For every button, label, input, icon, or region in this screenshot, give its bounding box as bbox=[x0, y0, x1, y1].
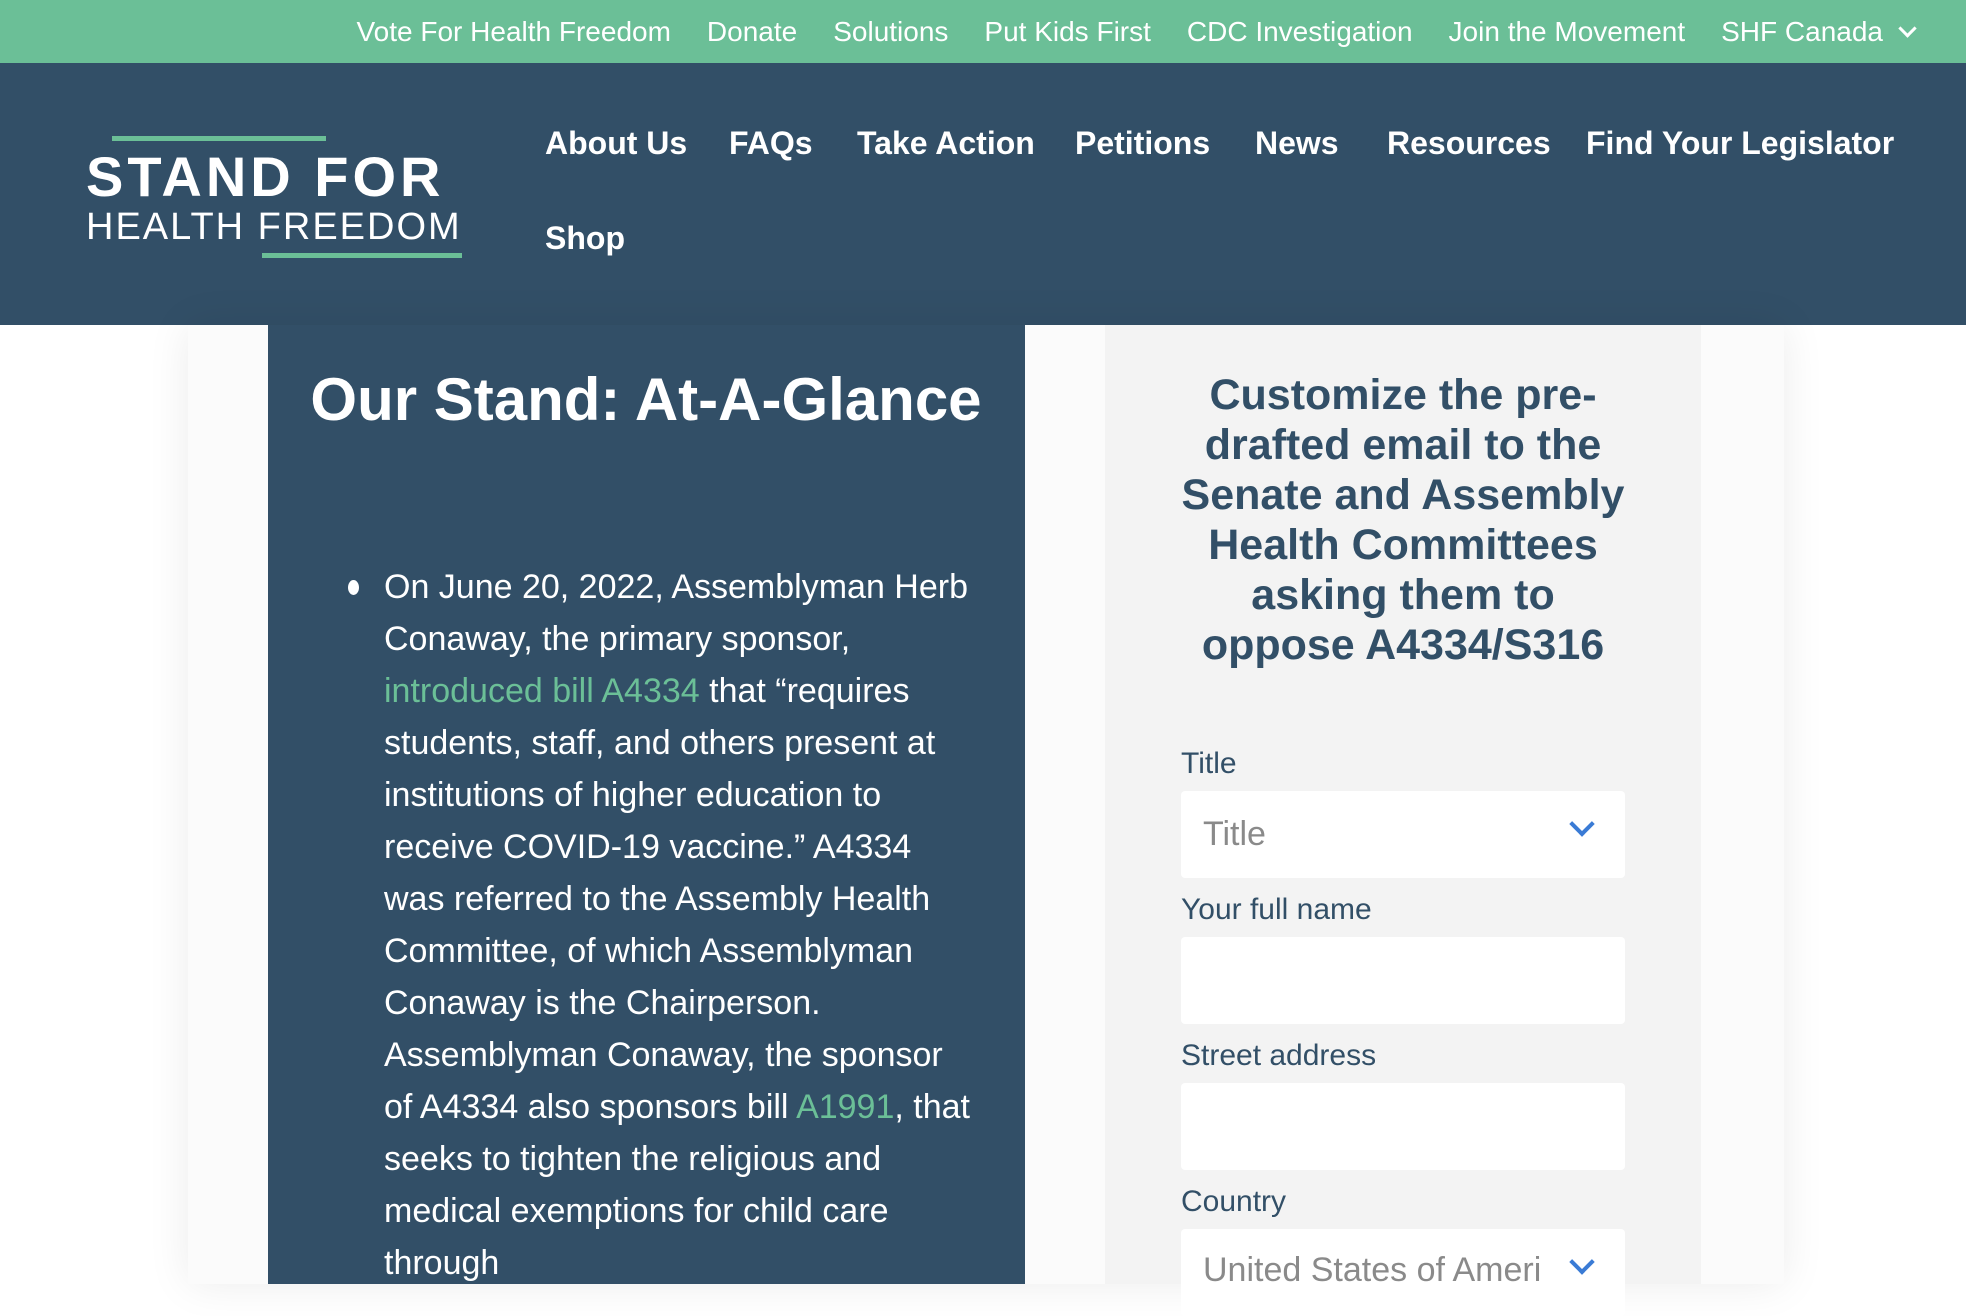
link-introduced-bill[interactable]: introduced bill A4334 bbox=[384, 672, 700, 710]
nav-news[interactable]: News bbox=[1255, 125, 1339, 161]
nav-shop[interactable]: Shop bbox=[545, 220, 625, 256]
nav-take-action[interactable]: Take Action bbox=[857, 125, 1035, 161]
form-title: Customize the pre-drafted email to the Senate and Assembly Health Committees asking them to oppose A4334/S316 bbox=[1181, 371, 1625, 669]
chevron-down-icon bbox=[1898, 19, 1916, 37]
top-nav-shf-canada[interactable] bbox=[1721, 16, 1914, 48]
title-select[interactable] bbox=[1181, 791, 1625, 878]
nav-petitions[interactable]: Petitions bbox=[1075, 125, 1211, 161]
nav-faqs[interactable]: FAQs bbox=[729, 125, 813, 161]
logo-line2: HEALTH FREEDOM bbox=[86, 206, 462, 248]
bullet-text bbox=[384, 561, 972, 1289]
shf-canada-label: SHF Canada bbox=[1721, 15, 1883, 47]
top-nav-solutions[interactable]: Solutions bbox=[833, 15, 949, 47]
top-nav-vote[interactable]: Vote For Health Freedom bbox=[356, 15, 671, 47]
top-nav-cdc-investigation[interactable]: CDC Investigation bbox=[1186, 15, 1413, 47]
country-label: Country bbox=[1181, 1185, 1287, 1218]
top-utility-bar bbox=[0, 0, 1966, 63]
nav-about-us[interactable]: About Us bbox=[545, 125, 688, 161]
bullet-dot bbox=[348, 580, 359, 595]
top-nav-put-kids-first[interactable]: Put Kids First bbox=[984, 15, 1151, 47]
title-select-value: Title bbox=[1203, 815, 1266, 853]
full-name-label: Your full name bbox=[1181, 893, 1372, 926]
logo-bar-bottom bbox=[262, 253, 462, 258]
bullet-text-part1: On June 20, 2022, Assemblyman Herb Conaway, the primary sponsor, bbox=[384, 568, 968, 658]
logo-line1: STAND FOR bbox=[86, 145, 445, 208]
top-nav bbox=[357, 0, 1914, 63]
top-nav-donate[interactable]: Donate bbox=[706, 15, 798, 47]
logo-bar-top bbox=[112, 136, 326, 141]
full-name-input[interactable] bbox=[1181, 937, 1625, 1024]
chevron-down-icon bbox=[1569, 811, 1594, 836]
top-nav-join[interactable]: Join the Movement bbox=[1448, 15, 1686, 47]
search-icon[interactable] bbox=[1890, 381, 1916, 407]
bullet-text-part3: , that seeks to tighten the religious and medical exemptions for child care through bbox=[384, 1088, 970, 1282]
nav-resources[interactable]: Resources bbox=[1387, 125, 1551, 161]
chevron-down-icon bbox=[1569, 1249, 1594, 1274]
site-logo[interactable] bbox=[86, 136, 462, 258]
bullet-text-part2: that “requires students, staff, and others present at institutions of higher education to receive COVID-19 vaccine.” A4334 was referred to the Assembly Health Committee, of which Assemblyman Conaway is the Chairperson. Assemblyman Conaway, the sponsor of A4334 also sponsors bill bbox=[384, 672, 943, 1126]
title-label: Title bbox=[1181, 747, 1237, 780]
link-a1991[interactable]: A1991 bbox=[796, 1088, 895, 1126]
site-header bbox=[0, 63, 1966, 325]
street-address-input[interactable] bbox=[1181, 1083, 1625, 1170]
country-select-value: United States of Ameri bbox=[1203, 1251, 1542, 1289]
nav-find-legislator[interactable]: Find Your Legislator bbox=[1586, 125, 1895, 161]
our-stand-title: Our Stand: At-A-Glance bbox=[310, 366, 982, 433]
country-select[interactable] bbox=[1181, 1229, 1625, 1316]
street-address-label: Street address bbox=[1181, 1039, 1377, 1072]
